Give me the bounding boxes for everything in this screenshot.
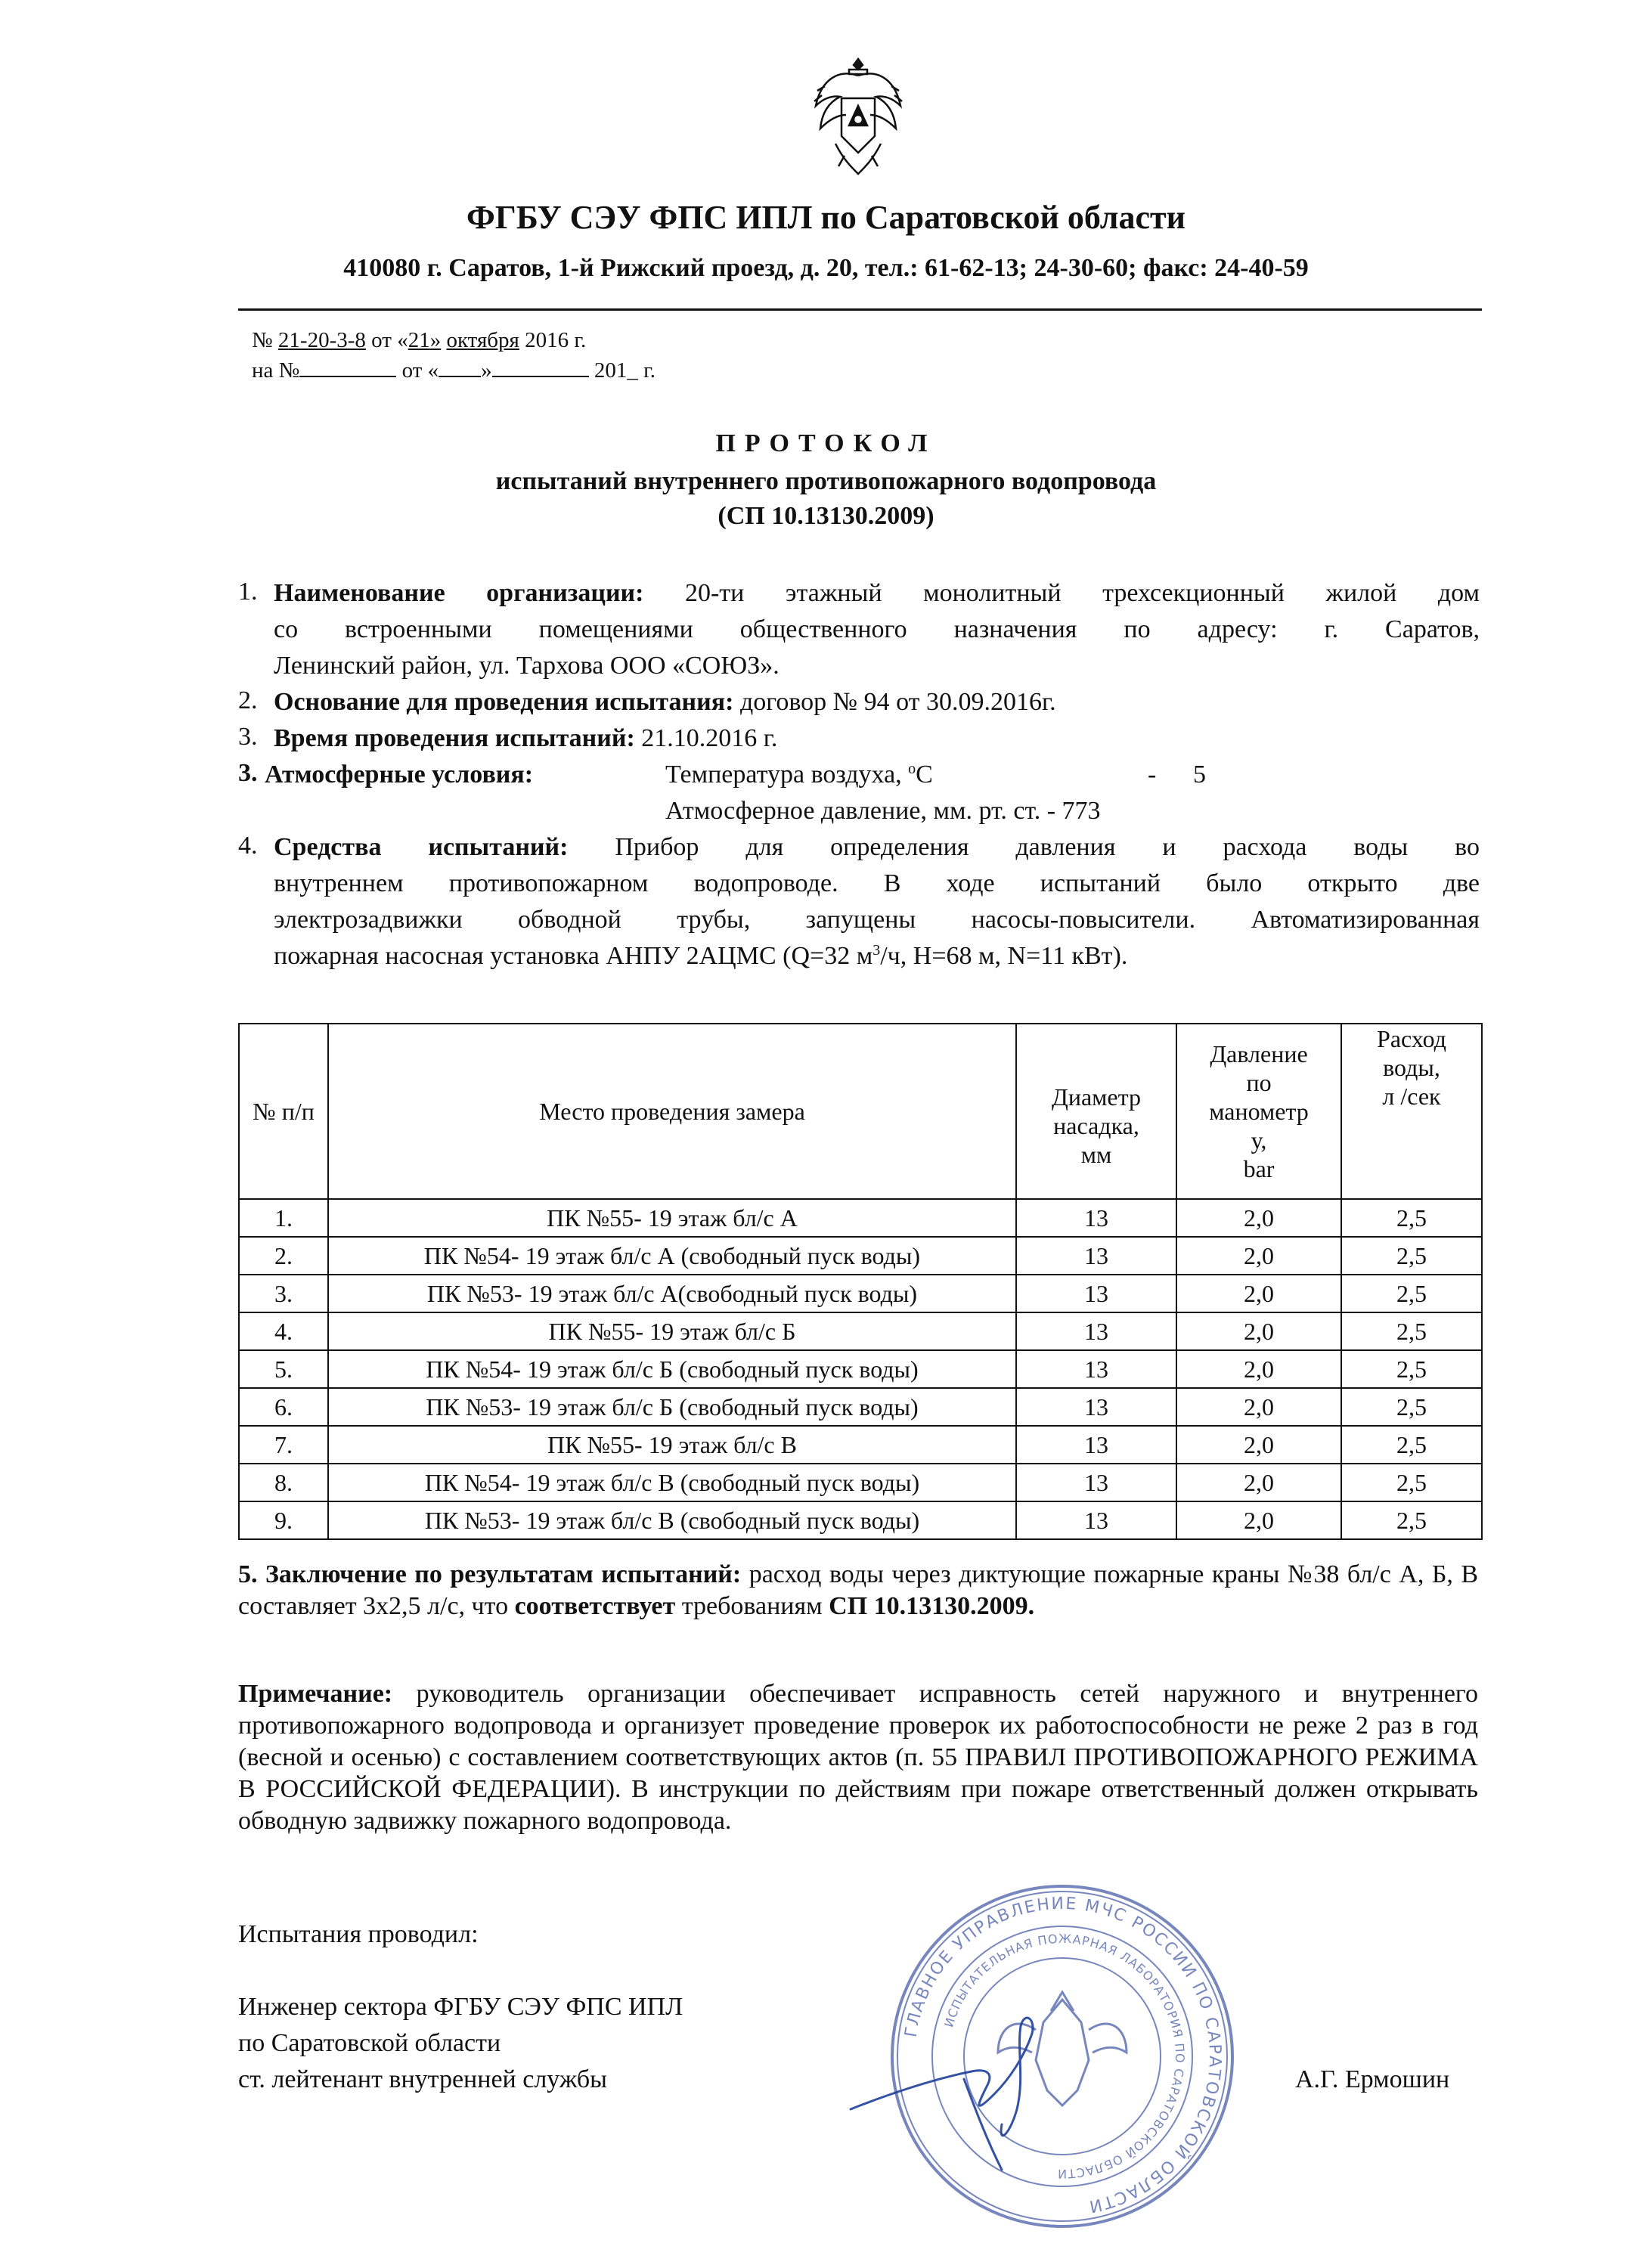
ref-month: октября [446,328,519,352]
item-4-text-d2: /ч, H=68 м, N=11 кВт). [880,942,1128,970]
header-pressure-2: по [1246,1069,1272,1096]
header-flow-2: воды, [1383,1054,1440,1081]
position-line-3: ст. лейтенант внутренней службы [238,2065,608,2093]
cell-pressure: 2,0 [1176,1426,1341,1464]
item-1-line-1 [274,578,1480,609]
mchs-emblem-icon [805,53,911,181]
conclusion-dot: . [1027,1592,1035,1620]
cell-pressure: 2,0 [1176,1501,1341,1539]
cell-place: ПК №54- 19 этаж бл/с А (свободный пуск воды) [328,1237,1016,1275]
item-4-sup: 3 [872,942,881,959]
ref2-day-blank [439,359,481,377]
item-2-label: Основание для проведения испытания: [274,688,734,716]
item-1-label: Наименование организации: [274,579,644,607]
conclusion-label: 5. Заключение по результатам испытаний: [238,1560,742,1588]
item-2-text: договор № 94 от 30.09.2016г. [739,688,1056,716]
position-line-2: по Саратовской области [238,2029,501,2057]
cell-place: ПК №54- 19 этаж бл/с Б (свободный пуск воды) [328,1350,1016,1388]
reference-line-2 [252,358,656,383]
ref-number: 21-20-3-8 [277,328,366,352]
item-4-line-2: внутреннем противопожарном водопроводе. В ходе испытаний было открыто две [274,869,1480,897]
cell-place: ПК №53- 19 этаж бл/с А(свободный пуск воды) [328,1275,1016,1312]
header-divider [238,308,1482,311]
temp-dash: - [1148,761,1157,789]
ref2-month-blank [492,359,589,377]
cell-flow: 2,5 [1341,1237,1482,1275]
temp-unit: С [916,761,933,789]
conclusion-text-a: расход воды через диктующие пожарные краны №38 бл/с А, Б, В составляет 3х2,5 л/с, что [238,1560,1479,1620]
cell-num: 9. [239,1501,328,1539]
cell-num: 1. [239,1199,328,1237]
ref-number-prefix: № [252,328,273,352]
cell-flow: 2,5 [1341,1388,1482,1426]
cell-pressure: 2,0 [1176,1464,1341,1501]
cell-place: ПК №55- 19 этаж бл/с А [328,1199,1016,1237]
cell-diameter: 13 [1016,1501,1176,1539]
cell-diameter: 13 [1016,1275,1176,1312]
item-4-text-d1: пожарная насосная установка АНПУ 2АЦМС (Q=32 м [274,942,873,970]
table-row [239,1199,1482,1237]
note-text: руководитель организации обеспечивает исправность сетей наружного и внутреннего противопожарного водопровода и организует проведение проверок их работоспособности не реже 2 раз в год (весной и осенью) с составлением соответствующих актов (п. 55 ПРАВИЛ ПРОТИВОПОЖАРНОГО РЕЖИМА В РОССИЙСКОЙ ФЕДЕРАЦИИ). В инструкции по действиям при пожаре ответственный должен открывать обводную задвижку пожарного водопровода. [238,1680,1479,1835]
header-pressure-1: Давление [1210,1040,1308,1067]
ref2-number-blank [299,359,396,377]
header-diameter-2: насадка, [1053,1112,1139,1139]
signature-icon [843,1966,1161,2192]
ref2-from: от « [401,358,439,383]
conclusion-standard: СП 10.13130.2009 [829,1592,1028,1620]
cell-flow: 2,5 [1341,1426,1482,1464]
cell-place: ПК №53- 19 этаж бл/с В (свободный пуск воды) [328,1501,1016,1539]
header-flow [1341,1024,1482,1199]
item-atm-label-text: Атмосферные условия: [265,761,534,789]
ref-close-quote: » [429,328,442,352]
header-pressure-3: манометр [1209,1098,1309,1125]
note-paragraph [238,1678,1478,1837]
table-row [239,1237,1482,1275]
table-row [239,1464,1482,1501]
header-num: № п/п [239,1024,328,1199]
note-label: Примечание: [238,1680,393,1708]
cell-place: ПК №55- 19 этаж бл/с В [328,1426,1016,1464]
stamp-ring-text: ГЛАВНОЕ УПРАВЛЕНИЕ МЧС РОССИИ ПО САРАТОВСКОЙ ОБЛАСТИ [901,1894,1225,2216]
conclusion-paragraph [238,1559,1478,1622]
header-flow-3: л /сек [1382,1083,1441,1110]
conclusion-complies: соответствует [514,1592,676,1620]
cell-num: 5. [239,1350,328,1388]
item-atm-temp [665,759,933,791]
item-2-number: 2. [238,686,258,714]
header-pressure-4: у, [1251,1126,1267,1154]
item-1-line-3: Ленинский район, ул. Тархова ООО «СОЮЗ». [274,652,780,680]
protocol-standard: (СП 10.13130.2009) [718,502,934,530]
table-row [239,1426,1482,1464]
item-atm-pressure [665,795,1101,827]
item-1-number: 1. [238,578,258,606]
cell-place: ПК №55- 19 этаж бл/с Б [328,1312,1016,1350]
item-2 [274,686,1480,718]
table-row [239,1312,1482,1350]
item-1-text-a: 20-ти этажный монолитный трехсекционный жилой дом [684,579,1480,607]
cell-pressure: 2,0 [1176,1199,1341,1237]
measurements-table [238,1023,1483,1540]
item-3 [274,723,1480,754]
ref2-close-quote: » [481,358,492,383]
cell-flow: 2,5 [1341,1501,1482,1539]
stamp-inner-text: ИСПЫТАТЕЛЬНАЯ ПОЖАРНАЯ ЛАБОРАТОРИЯ ПО САРАТОВСКОЙ ОБЛАСТИ [941,1931,1188,2182]
cell-diameter: 13 [1016,1199,1176,1237]
cell-place: ПК №53- 19 этаж бл/с Б (свободный пуск воды) [328,1388,1016,1426]
header-pressure [1176,1024,1341,1199]
table-row [239,1501,1482,1539]
item-4-line-3: электрозадвижки обводной трубы, запущены насосы-повысители. Автоматизированная [274,906,1480,934]
organization-address: 410080 г. Саратов, 1-й Рижский проезд, д. 20, тел.: 61-62-13; 24-30-60; факс: 24-40-59 [343,254,1309,282]
reference-line-1 [252,328,586,353]
cell-num: 3. [239,1275,328,1312]
cell-diameter: 13 [1016,1388,1176,1426]
header-diameter-1: Диаметр [1052,1083,1141,1111]
cell-diameter: 13 [1016,1312,1176,1350]
position-line-1: Инженер сектора ФГБУ СЭУ ФПС ИПЛ [238,1993,683,2021]
table-row [239,1388,1482,1426]
item-3-text: 21.10.2016 г. [641,724,778,752]
cell-flow: 2,5 [1341,1199,1482,1237]
cell-diameter: 13 [1016,1426,1176,1464]
cell-num: 7. [239,1426,328,1464]
item-4-label: Средства испытаний: [274,833,569,861]
cell-num: 6. [239,1388,328,1426]
cell-num: 8. [239,1464,328,1501]
cell-flow: 2,5 [1341,1464,1482,1501]
header-place: Место проведения замера [328,1024,1016,1199]
cell-num: 2. [239,1237,328,1275]
table-row [239,1350,1482,1388]
cell-pressure: 2,0 [1176,1350,1341,1388]
header-diameter-3: мм [1080,1141,1112,1168]
temp-degree: o [908,761,916,777]
cell-pressure: 2,0 [1176,1388,1341,1426]
ref-day: 21 [408,328,430,352]
cell-flow: 2,5 [1341,1312,1482,1350]
protocol-subtitle: испытаний внутреннего противопожарного водопровода [495,467,1157,495]
conducted-by-label: Испытания проводил: [238,1920,479,1948]
temp-value: 5 [1193,761,1206,789]
ref-from: от « [371,328,408,352]
table-row [239,1275,1482,1312]
item-3-label: Время проведения испытаний: [274,724,635,752]
temp-label: Температура воздуха, [665,761,902,789]
item-4-text-a: Прибор для определения давления и расхода воды во [615,833,1480,861]
protocol-title: ПРОТОКОЛ [715,429,937,457]
signer-name: А.Г. Ермошин [1295,2065,1450,2093]
cell-pressure: 2,0 [1176,1312,1341,1350]
cell-diameter: 13 [1016,1237,1176,1275]
cell-num: 4. [239,1312,328,1350]
ref2-year: 201_ г. [594,358,656,383]
cell-place: ПК №54- 19 этаж бл/с В (свободный пуск воды) [328,1464,1016,1501]
item-4-number: 4. [238,832,258,860]
item-atm-number: 3. [238,759,258,787]
header-pressure-5: bar [1243,1155,1275,1182]
item-atm-label [265,759,533,791]
item-1-line-2: со встроенными помещениями общественного назначения по адресу: г. Саратов, [274,615,1480,643]
cell-diameter: 13 [1016,1350,1176,1388]
item-4-line-4 [274,940,1480,972]
cell-flow: 2,5 [1341,1350,1482,1388]
conclusion-text-b: требованиям [681,1592,823,1620]
item-3-number: 3. [238,723,258,751]
table-header-row [239,1024,1482,1199]
ref2-prefix: на № [252,358,300,383]
pressure-value: 773 [1062,797,1101,825]
cell-pressure: 2,0 [1176,1237,1341,1275]
header-diameter [1016,1024,1176,1199]
cell-pressure: 2,0 [1176,1275,1341,1312]
pressure-label: Атмосферное давление, мм. рт. ст. - [665,797,1056,825]
cell-flow: 2,5 [1341,1275,1482,1312]
organization-title: ФГБУ СЭУ ФПС ИПЛ по Саратовской области [466,199,1186,236]
item-4-line-1 [274,832,1480,863]
ref-year: 2016 г. [525,328,587,352]
cell-diameter: 13 [1016,1464,1176,1501]
header-flow-1: Расход [1377,1025,1446,1052]
